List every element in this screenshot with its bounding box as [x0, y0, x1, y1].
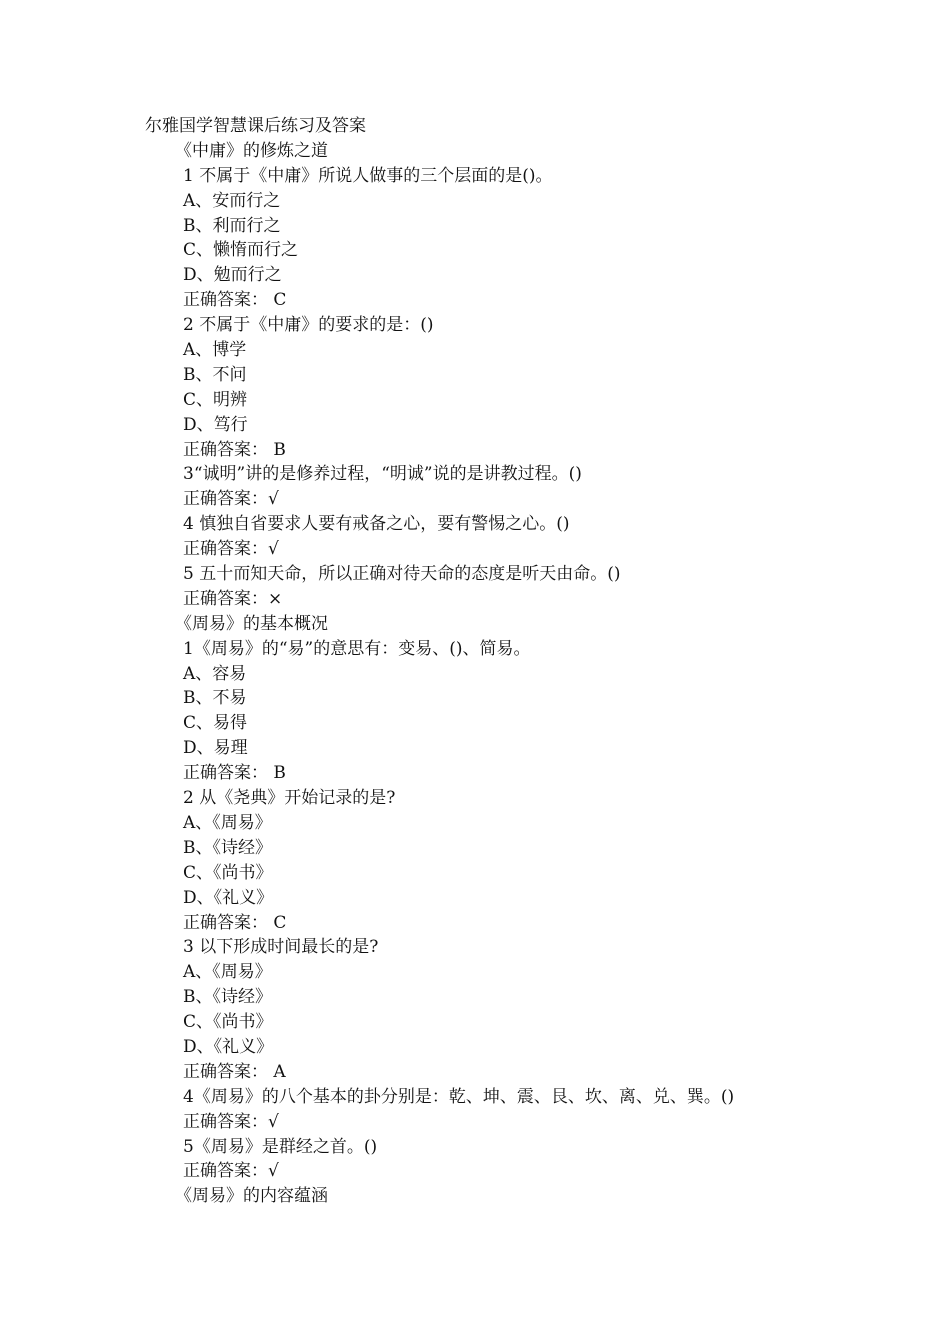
- section-heading: 《周易》的基本概况: [175, 613, 328, 634]
- answer-option: D、《礼义》: [183, 1036, 274, 1057]
- answer-option: A、博学: [183, 340, 247, 361]
- correct-answer: 正确答案：√: [183, 1111, 279, 1132]
- answer-option: A、安而行之: [183, 190, 281, 211]
- answer-option: A、《周易》: [183, 812, 272, 833]
- answer-option: D、易理: [183, 738, 248, 759]
- correct-answer: 正确答案： C: [183, 290, 287, 311]
- answer-option: B、不问: [183, 364, 247, 385]
- section-heading: 《中庸》的修炼之道: [175, 140, 328, 161]
- answer-option: B、利而行之: [183, 215, 281, 236]
- correct-answer: 正确答案：√: [183, 489, 279, 510]
- answer-option: A、容易: [183, 663, 247, 684]
- answer-option: C、明辨: [183, 389, 248, 410]
- correct-answer: 正确答案：×: [183, 588, 283, 609]
- question-text: 5 五十而知天命，所以正确对待天命的态度是听天由命。(): [183, 564, 621, 585]
- document-title: 尔雅国学智慧课后练习及答案: [145, 116, 366, 136]
- section-heading: 《周易》的内容蕴涵: [175, 1186, 328, 1207]
- answer-option: C、《尚书》: [183, 862, 273, 883]
- correct-answer: 正确答案： B: [183, 439, 286, 460]
- question-text: 4 慎独自省要求人要有戒备之心，要有警惕之心。(): [183, 514, 570, 535]
- answer-option: A、《周易》: [183, 962, 272, 983]
- correct-answer: 正确答案： A: [183, 1061, 286, 1082]
- correct-answer: 正确答案：√: [183, 539, 279, 560]
- answer-option: C、懒惰而行之: [183, 240, 299, 261]
- question-text: 1《周易》的“易”的意思有：变易、()、简易。: [183, 638, 531, 659]
- correct-answer: 正确答案：√: [183, 1161, 279, 1182]
- question-text: 3“诚明”讲的是修养过程，“明诚”说的是讲教过程。(): [183, 464, 582, 485]
- question-text: 4《周易》的八个基本的卦分别是：乾、坤、震、艮、坎、离、兑、巽。(): [183, 1086, 735, 1107]
- answer-option: D、《礼义》: [183, 887, 274, 908]
- answer-option: B、《诗经》: [183, 837, 272, 858]
- question-text: 2 从《尧典》开始记录的是?: [183, 788, 396, 809]
- answer-option: B、不易: [183, 688, 247, 709]
- question-text: 3 以下形成时间最长的是?: [183, 937, 379, 958]
- question-text: 2 不属于《中庸》的要求的是：(): [183, 315, 434, 336]
- answer-option: D、勉而行之: [183, 265, 282, 286]
- document-body: [175, 139, 735, 1209]
- correct-answer: 正确答案： C: [183, 912, 287, 933]
- answer-option: D、笃行: [183, 414, 248, 435]
- correct-answer: 正确答案： B: [183, 763, 286, 784]
- answer-option: B、《诗经》: [183, 987, 272, 1008]
- question-text: 5《周易》是群经之首。(): [183, 1136, 378, 1157]
- question-text: 1 不属于《中庸》所说人做事的三个层面的是()。: [183, 165, 553, 186]
- answer-option: C、《尚书》: [183, 1012, 273, 1033]
- answer-option: C、易得: [183, 713, 248, 734]
